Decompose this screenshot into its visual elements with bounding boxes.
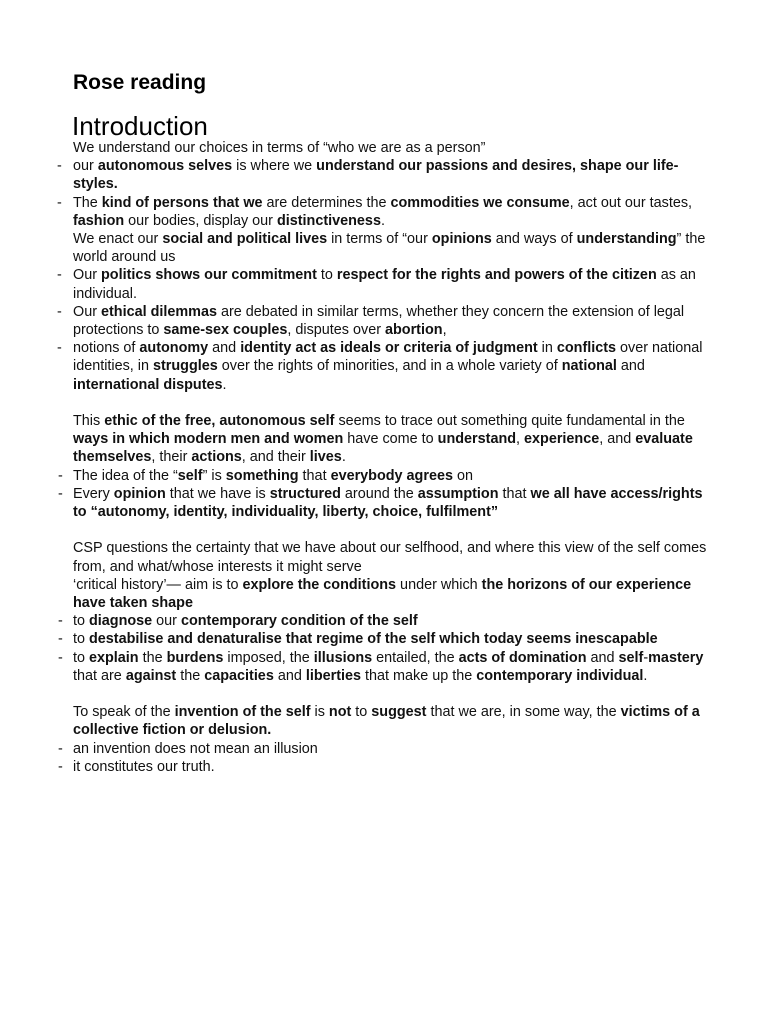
bold-text-run: struggles — [153, 358, 218, 375]
bold-text-run: same-sex couples — [163, 322, 288, 339]
document-title: Rose reading — [73, 71, 207, 94]
text-run: as an individual. — [73, 267, 696, 302]
paragraph — [73, 139, 713, 157]
bullet-item — [73, 740, 713, 758]
text-run: on — [452, 467, 473, 484]
text-run: ‘critical history’— aim is to — [73, 576, 243, 593]
text-run: to — [316, 267, 337, 284]
text-run: . — [222, 376, 227, 393]
text-run: and ways of — [491, 231, 577, 248]
nested-bullet-list — [73, 266, 713, 393]
paragraph — [73, 412, 713, 467]
text-run: is where we — [232, 158, 317, 175]
bold-text-run: invention of the self — [174, 704, 311, 721]
text-run: The idea of the “ — [73, 467, 178, 484]
bold-text-run: illusions — [313, 649, 373, 666]
bullet-item — [73, 612, 713, 630]
bold-text-run: social and political lives — [162, 231, 328, 248]
bold-text-run: mastery — [648, 649, 704, 666]
paragraph — [73, 576, 713, 612]
text-run: . — [341, 449, 346, 466]
text-run: ” is — [202, 467, 226, 484]
bold-text-run: opinions — [431, 231, 492, 248]
text-run: our bodies, display our — [124, 212, 277, 229]
paragraph — [73, 703, 713, 739]
bold-text-run: national — [561, 358, 617, 375]
section-heading: Introduction — [72, 111, 208, 141]
bold-text-run: we all have access/rights to “autonomy, identity, individuality, liberty, choice, fulfilment” — [73, 485, 703, 521]
text-run: , their — [151, 449, 192, 466]
text-run: , — [442, 322, 447, 339]
text-run: have come to — [343, 431, 438, 448]
text-run: to — [73, 649, 89, 666]
bold-text-run: self — [618, 649, 644, 666]
text-run: This — [73, 413, 105, 430]
text-run: to — [351, 704, 372, 721]
text-run: The — [73, 194, 102, 211]
bold-text-run: ethic of the free, autonomous self — [104, 413, 335, 430]
bullet-item — [73, 339, 713, 394]
bold-text-run: contemporary condition of the self — [180, 613, 418, 630]
bold-text-run: victims of a collective fiction or delusion. — [73, 704, 700, 739]
bold-text-run: identity act as ideals or criteria of judgment — [240, 340, 538, 357]
text-run: is — [310, 704, 329, 721]
bold-text-run: lives — [309, 449, 342, 466]
bullet-item — [73, 266, 713, 302]
paragraph — [73, 230, 713, 266]
text-run: , and their — [241, 449, 310, 466]
bold-text-run: structured — [269, 485, 341, 502]
text-run: Every — [73, 485, 114, 502]
bold-text-run: diagnose — [89, 613, 153, 630]
bullet-item — [73, 758, 713, 776]
text-run: to — [73, 613, 89, 630]
text-run: to — [73, 631, 89, 648]
bold-text-run: abortion — [385, 322, 443, 339]
body-text — [73, 139, 713, 776]
bold-text-run: burdens — [166, 649, 224, 666]
text-run: . — [380, 212, 385, 229]
text-run: - — [643, 649, 649, 666]
bold-text-run: distinctiveness — [276, 212, 381, 229]
text-run: our — [73, 158, 98, 175]
bold-text-run: actions — [191, 449, 242, 466]
paragraph-gap — [73, 394, 713, 412]
bold-text-run: ways in which modern men and women — [73, 431, 344, 448]
bold-text-run: not — [328, 704, 352, 721]
paragraph-gap — [73, 521, 713, 539]
bullet-list — [73, 612, 713, 685]
bullet-list — [73, 740, 713, 776]
paragraph-gap — [73, 685, 713, 703]
text-run: an invention does not mean an illusion — [73, 740, 318, 757]
bold-text-run: evaluate themselves — [73, 431, 693, 466]
bold-text-run: politics shows our commitment — [101, 267, 317, 284]
text-run: that are — [73, 667, 126, 684]
text-run: We enact our — [73, 231, 163, 248]
bold-text-run: explore the conditions — [242, 576, 397, 593]
bold-text-run: capacities — [204, 667, 274, 684]
text-run: notions of — [73, 340, 140, 357]
text-run: imposed, the — [223, 649, 314, 666]
text-run: CSP questions the certainty that we have about our selfhood, and where this view of the self comes from, and what/whose interests it might serve — [73, 540, 707, 575]
text-run: that we have is — [165, 485, 270, 502]
bullet-item — [73, 485, 713, 521]
bold-text-run: everybody agrees — [330, 467, 453, 484]
text-run: Our — [73, 267, 101, 284]
text-run: are debated in similar terms, whether they concern the extension of legal protections to — [73, 303, 685, 339]
bold-text-run: self — [177, 467, 203, 484]
text-run: are determines the — [262, 194, 391, 211]
bold-text-run: liberties — [305, 667, 362, 684]
text-run: it constitutes our truth. — [73, 758, 215, 775]
bold-text-run: acts of domination — [458, 649, 587, 666]
paragraph — [73, 539, 713, 575]
text-run: , act out our tastes, — [569, 194, 693, 211]
text-run: To speak of the — [73, 704, 175, 721]
text-run: We understand our choices in terms of “who we are as a person” — [73, 140, 486, 156]
bullet-item — [73, 303, 713, 339]
text-run: ” the world around us — [73, 231, 706, 266]
bold-text-run: understand our passions and desires, shape our life-styles. — [73, 158, 679, 193]
bold-text-run: assumption — [417, 485, 499, 502]
text-run: Our — [73, 303, 101, 320]
bold-text-run: autonomous selves — [97, 158, 233, 175]
text-run: that we are, in some way, the — [426, 704, 621, 721]
bold-text-run: experience — [524, 431, 600, 448]
bold-text-run: destabilise and denaturalise that regime of the self which today seems inescapable — [89, 631, 658, 648]
text-run: entailed, the — [372, 649, 459, 666]
bold-text-run: the horizons of our experience have taken shape — [73, 576, 692, 612]
text-run: , disputes over — [287, 322, 385, 339]
bold-text-run: commodities we consume — [390, 194, 570, 211]
text-run: , and — [599, 431, 636, 448]
bold-text-run: against — [125, 667, 177, 684]
bold-text-run: understand — [437, 431, 517, 448]
bold-text-run: understanding — [576, 231, 677, 248]
bold-text-run: fashion — [73, 212, 125, 229]
text-run: and — [273, 667, 306, 684]
text-run: the — [138, 649, 167, 666]
bold-text-run: opinion — [113, 485, 166, 502]
text-run: that make up the — [361, 667, 477, 684]
bold-text-run: something — [225, 467, 299, 484]
text-run: that — [298, 467, 331, 484]
bold-text-run: autonomy — [139, 340, 209, 357]
bold-text-run: kind of persons that we — [101, 194, 263, 211]
text-run: over national identities, in — [73, 340, 703, 375]
bullet-item — [73, 467, 713, 485]
bold-text-run: explain — [89, 649, 139, 666]
text-run: and — [586, 649, 619, 666]
bold-text-run: international disputes — [73, 376, 223, 393]
bold-text-run: suggest — [371, 704, 427, 721]
text-run: in — [537, 340, 557, 357]
text-run: over the rights of minorities, and in a whole variety of — [217, 358, 562, 375]
text-run: , — [516, 431, 525, 448]
text-run: that — [498, 485, 531, 502]
bullet-item — [73, 157, 713, 193]
text-run: around the — [340, 485, 418, 502]
text-run: and — [208, 340, 241, 357]
text-run: the — [176, 667, 205, 684]
bullet-list — [73, 467, 713, 522]
text-run: and — [616, 358, 645, 375]
bullet-item — [73, 649, 713, 685]
bullet-item — [73, 630, 713, 648]
bold-text-run: conflicts — [556, 340, 617, 357]
bullet-item — [73, 194, 713, 230]
text-run: our — [152, 613, 181, 630]
text-run: under which — [396, 576, 482, 593]
nested-bullet-list — [73, 157, 713, 230]
bold-text-run: respect for the rights and powers of the citizen — [336, 267, 657, 284]
bold-text-run: contemporary individual — [476, 667, 644, 684]
text-run: in terms of “our — [327, 231, 432, 248]
text-run: . — [643, 667, 648, 684]
bold-text-run: ethical dilemmas — [101, 303, 217, 320]
text-run: seems to trace out something quite fundamental in the — [334, 413, 685, 430]
